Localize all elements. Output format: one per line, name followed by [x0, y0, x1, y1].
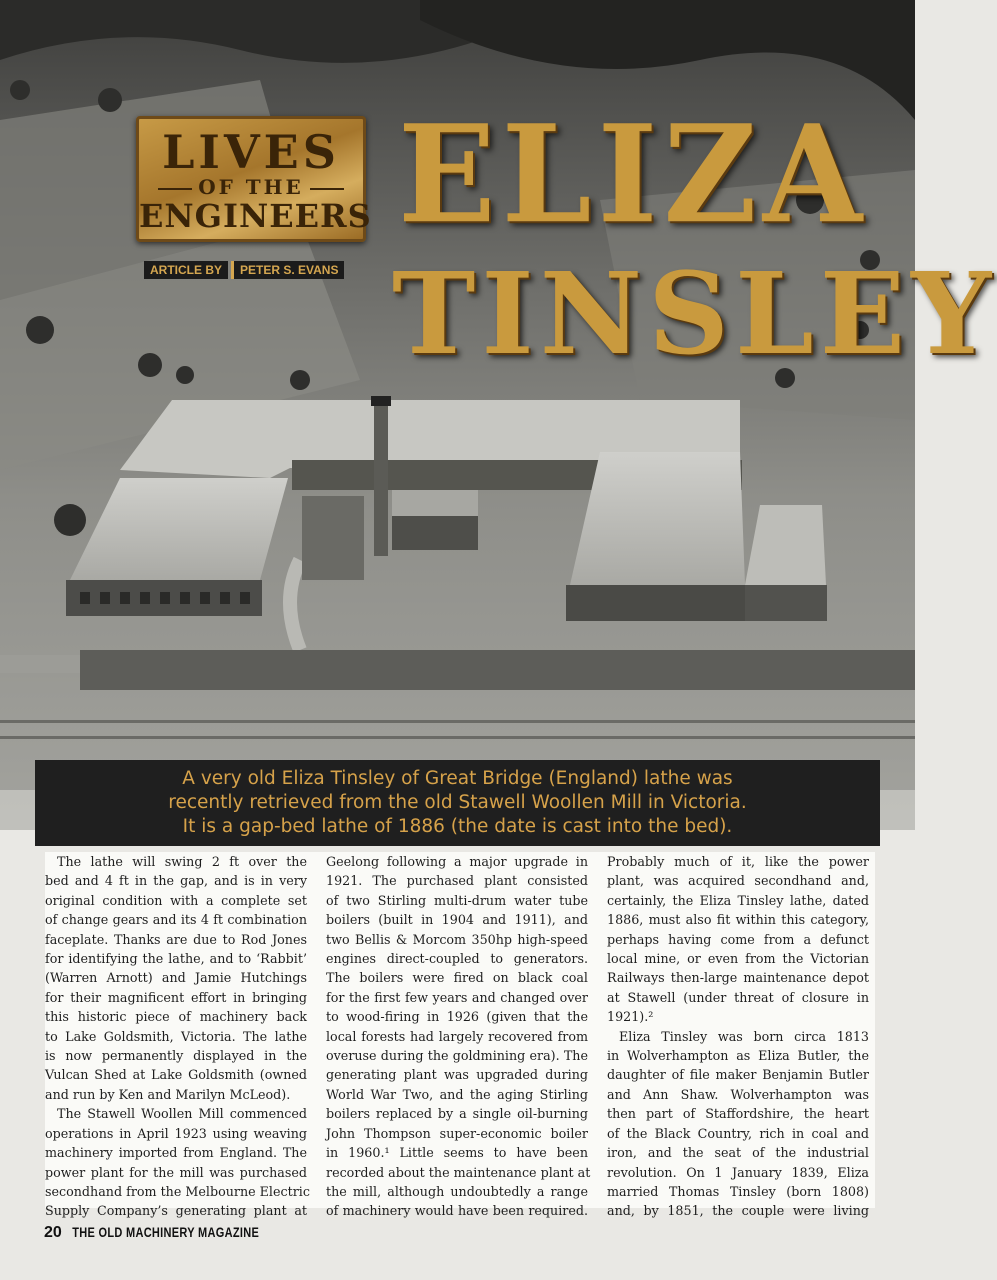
article-text-line: The Stawell Woollen Mill commenced [57, 1106, 307, 1122]
article-text-line: machinery imported from England. The [45, 1145, 307, 1161]
article-column-3 [607, 852, 869, 1221]
article-text-line: 1921).² [607, 1009, 654, 1025]
article-text-line: Railways then-large maintenance depot [607, 970, 869, 986]
standfirst-band [35, 760, 880, 846]
article-text-line: plant, was acquired secondhand and, [607, 873, 869, 889]
article-text-line: then part of Staffordshire, the heart [607, 1106, 869, 1122]
article-text-line: for their magnificent effort in bringing [45, 989, 307, 1005]
article-body [45, 852, 875, 1219]
standfirst-line: recently retrieved from the old Stawell Woollen Mill in Victoria. [168, 792, 747, 813]
article-text-line: at Stawell (under threat of closure in [607, 989, 869, 1005]
article-text-line: is now permanently displayed in the [45, 1048, 307, 1064]
article-column-2 [326, 852, 591, 1221]
article-text-line: and Ann Shaw. Wolverhampton was [607, 1086, 869, 1102]
article-text-line: perhaps having come from a defunct [607, 931, 869, 947]
article-text-line: John Thompson super-economic boiler [326, 1125, 588, 1141]
article-column-1 [45, 852, 310, 1221]
article-text-line: Eliza Tinsley was born circa 1813 [619, 1028, 869, 1044]
series-title-line-3: ENGINEERS [139, 197, 372, 235]
article-text-line: boilers replaced by a single oil-burning [326, 1106, 588, 1122]
series-logo-lives-of-the-engineers [136, 116, 372, 242]
article-text-line: the mill, although undoubtedly a range [326, 1183, 588, 1199]
article-text-line: Geelong following a major upgrade in [326, 854, 588, 869]
article-text-line: 1921. The purchased plant consisted [326, 873, 588, 889]
article-text-line: Vulcan Shed at Lake Goldsmith (owned [45, 1067, 307, 1083]
standfirst-line: It is a gap-bed lathe of 1886 (the date is cast into the bed). [182, 816, 733, 837]
article-text-line: certainly, the Eliza Tinsley lathe, dated [607, 892, 869, 908]
article-text-line: bed and 4 ft in the gap, and is in very [45, 873, 307, 889]
article-text-line: local mine, or even from the Victorian [607, 951, 869, 967]
headline-last-name: TINSLEY [392, 249, 997, 380]
article-text-line: local forests had largely recovered from [326, 1028, 588, 1044]
article-text-line: (Warren Arnott) and Jamie Hutchings [45, 970, 307, 986]
article-text-line: this historic piece of machinery back [45, 1009, 307, 1025]
article-text-line: of the Black Country, rich in coal and [607, 1125, 869, 1141]
article-text-line: Supply Company’s generating plant at [45, 1203, 307, 1219]
article-text-line: 1886, must also fit within this category, [607, 912, 869, 928]
article-text-line: boilers (built in 1904 and 1911), and [326, 912, 588, 928]
article-text-line: and run by Ken and Marilyn McLeod). [45, 1086, 291, 1102]
article-text-line: engines direct-coupled to generators. [326, 951, 588, 967]
article-text-line: iron, and the seat of the industrial [607, 1145, 869, 1161]
article-text-line: for identifying the lathe, and to ‘Rabbit’ [45, 951, 307, 967]
article-text-line: operations in April 1923 using weaving [45, 1125, 307, 1141]
series-title-line-2: OF THE [139, 177, 363, 197]
byline [144, 261, 344, 279]
article-text-line: of change gears and its 4 ft combination [45, 912, 307, 928]
article-text-line: to Lake Goldsmith, Victoria. The lathe [45, 1028, 307, 1044]
article-text-line: recorded about the maintenance plant at [326, 1164, 591, 1180]
article-text-line: Probably much of it, like the power [607, 854, 869, 869]
article-text-line: and, by 1851, the couple were living [607, 1203, 869, 1219]
article-text-line: generating plant was upgraded during [326, 1067, 588, 1083]
article-text-line: two Bellis & Morcom 350hp high-speed [326, 931, 588, 947]
article-text-line: for the first few years and changed over [326, 989, 588, 1005]
series-title-line-1: LIVES [162, 125, 340, 179]
article-text-line: of two Stirling multi-drum water tube [326, 892, 588, 908]
article-text-line: of machinery would have been required. [326, 1203, 588, 1219]
byline-author: PETER S. EVANS [231, 261, 344, 279]
article-text-line: World War Two, and the aging Stirling [326, 1086, 588, 1102]
article-text-line: faceplate. Thanks are due to Rod Jones [45, 931, 307, 947]
standfirst-line: A very old Eliza Tinsley of Great Bridge (England) lathe was [182, 768, 733, 789]
article-text-line: in 1960.¹ Little seems to have been [326, 1145, 588, 1161]
article-text-line: power plant for the mill was purchased [45, 1164, 307, 1180]
page-footer [44, 1224, 259, 1246]
article-text-line: revolution. On 1 January 1839, Eliza [607, 1164, 869, 1180]
article-text-line: The boilers were fired on black coal [326, 970, 588, 986]
article-text-line: to wood-firing in 1926 (given that the [326, 1009, 588, 1025]
headline-first-name: ELIZA [398, 96, 869, 254]
article-text-line: overuse during the goldmining era). The [326, 1048, 588, 1064]
byline-label: ARTICLE BY [144, 261, 228, 279]
article-text-line: married Thomas Tinsley (born 1808) [607, 1183, 869, 1199]
article-text-line: The lathe will swing 2 ft over the [57, 854, 307, 869]
article-text-line: daughter of file maker Benjamin Butler [607, 1067, 869, 1083]
page-number: 20 [44, 1224, 62, 1241]
article-text-line: in Wolverhampton as Eliza Butler, the [607, 1048, 869, 1064]
magazine-name: THE OLD MACHINERY MAGAZINE [72, 1225, 260, 1241]
article-text-line: secondhand from the Melbourne Electric [45, 1183, 310, 1199]
article-text-line: original condition with a complete set [45, 892, 307, 908]
